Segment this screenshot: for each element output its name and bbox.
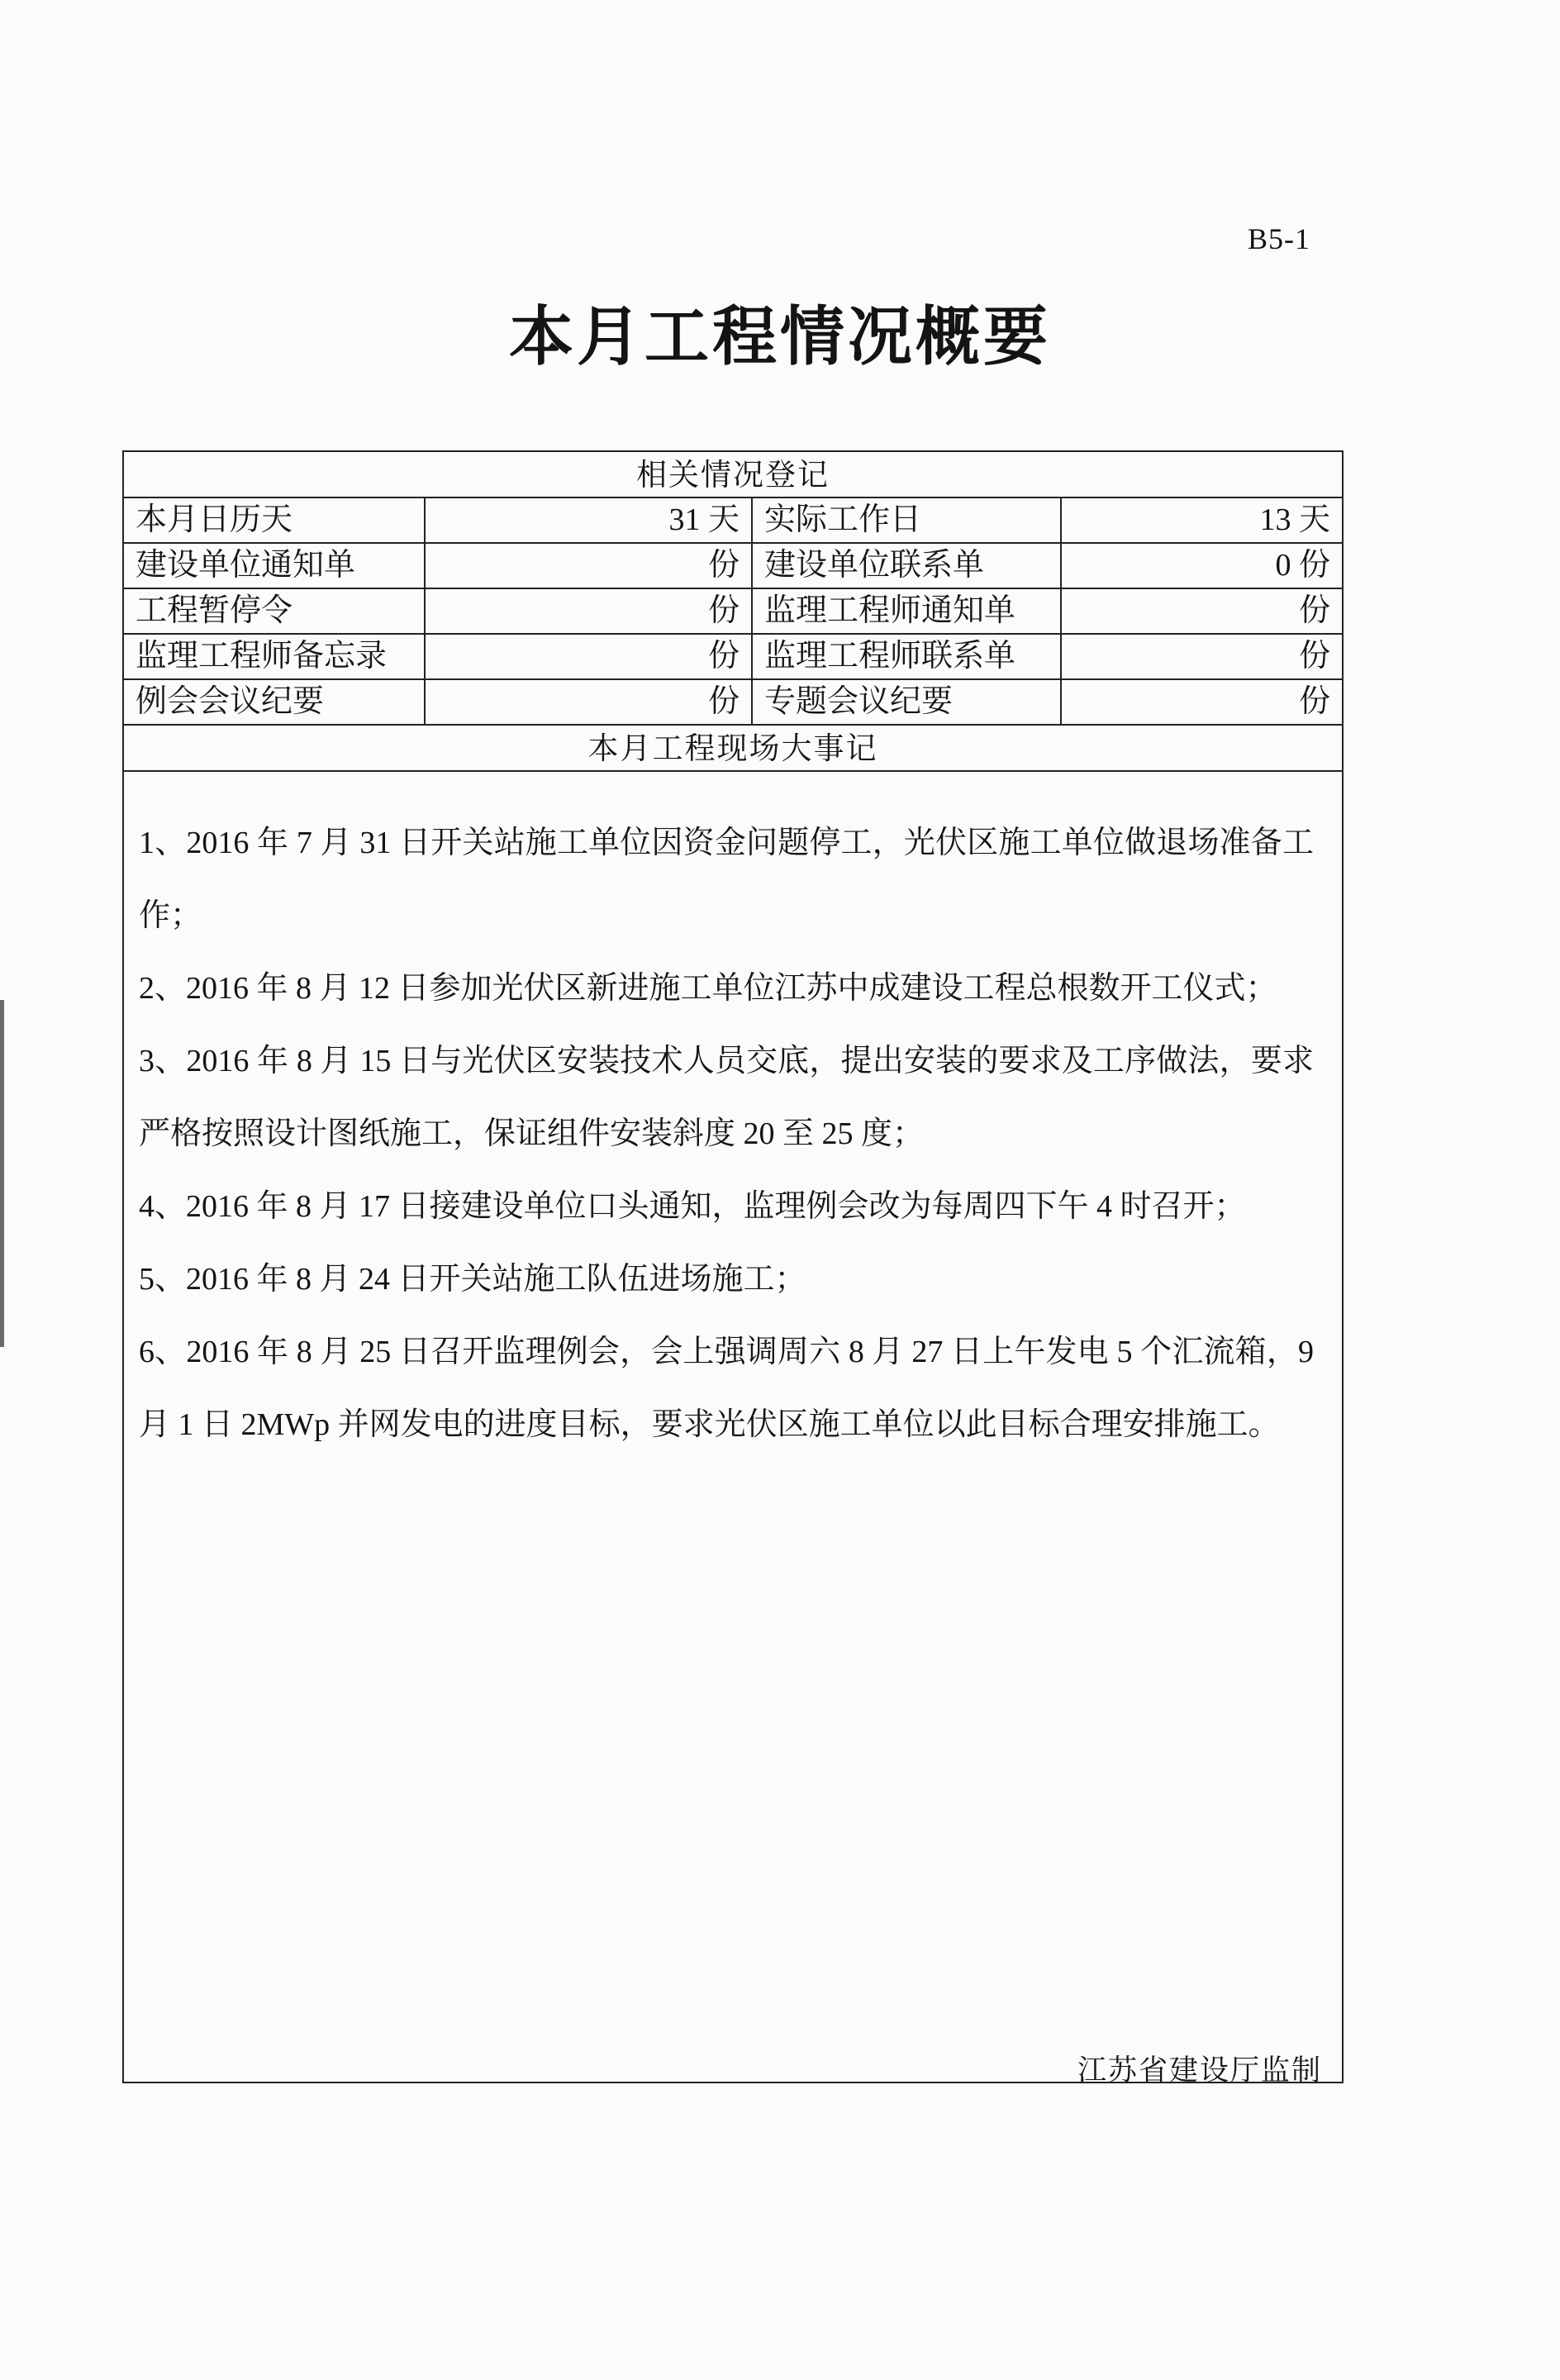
engineer-notice-label: 监理工程师通知单	[752, 588, 1061, 634]
actual-work-days-value: 13 天	[1061, 497, 1343, 543]
owner-contact-value: 0 份	[1061, 543, 1343, 588]
form-code: B5-1	[1248, 222, 1310, 255]
engineer-contact-value: 份	[1061, 634, 1343, 679]
engineer-memo-label: 监理工程师备忘录	[123, 634, 425, 679]
calendar-days-label: 本月日历天	[123, 497, 425, 543]
list-item: 3、2016 年 8 月 15 日与光伏区安装技术人员交底，提出安装的要求及工序做法，要求严格按照设计图纸施工，保证组件安装斜度 20 至 25 度；	[139, 1044, 1314, 1151]
table-row	[123, 634, 1343, 679]
table-row	[123, 588, 1343, 634]
issuer-footer: 江苏省建设厅监制	[1077, 2054, 1322, 2087]
special-meeting-minutes-value: 份	[1061, 679, 1343, 725]
calendar-days-value: 31 天	[425, 497, 752, 543]
owner-notice-label: 建设单位通知单	[123, 543, 425, 588]
suspension-order-value: 份	[425, 588, 752, 634]
engineer-contact-label: 监理工程师联系单	[752, 634, 1061, 679]
list-item: 6、2016 年 8 月 25 日召开监理例会，会上强调周六 8 月 27 日上午发电 5 个汇流箱，9 月 1 日 2MWp 并网发电的进度目标，要求光伏区施工单位以此目标合理安排施工。	[139, 1335, 1314, 1442]
regular-meeting-minutes-value: 份	[425, 679, 752, 725]
list-item: 2、2016 年 8 月 12 日参加光伏区新进施工单位江苏中成建设工程总根数开工仪式；	[139, 971, 1277, 1006]
owner-notice-value: 份	[425, 543, 752, 588]
owner-contact-label: 建设单位联系单	[752, 543, 1061, 588]
registration-heading: 相关情况登记	[123, 451, 1343, 497]
table-row	[123, 497, 1343, 543]
list-item: 1、2016 年 7 月 31 日开关站施工单位因资金问题停工，光伏区施工单位做退场准备工作；	[139, 826, 1314, 933]
engineer-memo-value: 份	[425, 634, 752, 679]
page-title: 本月工程情况概要	[508, 300, 1051, 374]
registration-heading-row	[123, 451, 1343, 497]
table-row	[123, 679, 1343, 725]
table-row	[123, 543, 1343, 588]
events-list	[123, 771, 1343, 2082]
events-heading: 本月工程现场大事记	[123, 725, 1343, 771]
list-item: 4、2016 年 8 月 17 日接建设单位口头通知，监理例会改为每周四下午 4 时召开；	[139, 1189, 1246, 1224]
regular-meeting-minutes-label: 例会会议纪要	[123, 679, 425, 725]
suspension-order-label: 工程暂停令	[123, 588, 425, 634]
engineer-notice-value: 份	[1061, 588, 1343, 634]
events-heading-row	[123, 725, 1343, 771]
events-row	[123, 771, 1343, 2082]
special-meeting-minutes-label: 专题会议纪要	[752, 679, 1061, 725]
list-item: 5、2016 年 8 月 24 日开关站施工队伍进场施工；	[139, 1262, 806, 1297]
summary-table	[122, 450, 1344, 2083]
actual-work-days-label: 实际工作日	[752, 497, 1061, 543]
binding-edge-mark	[0, 1000, 4, 1347]
